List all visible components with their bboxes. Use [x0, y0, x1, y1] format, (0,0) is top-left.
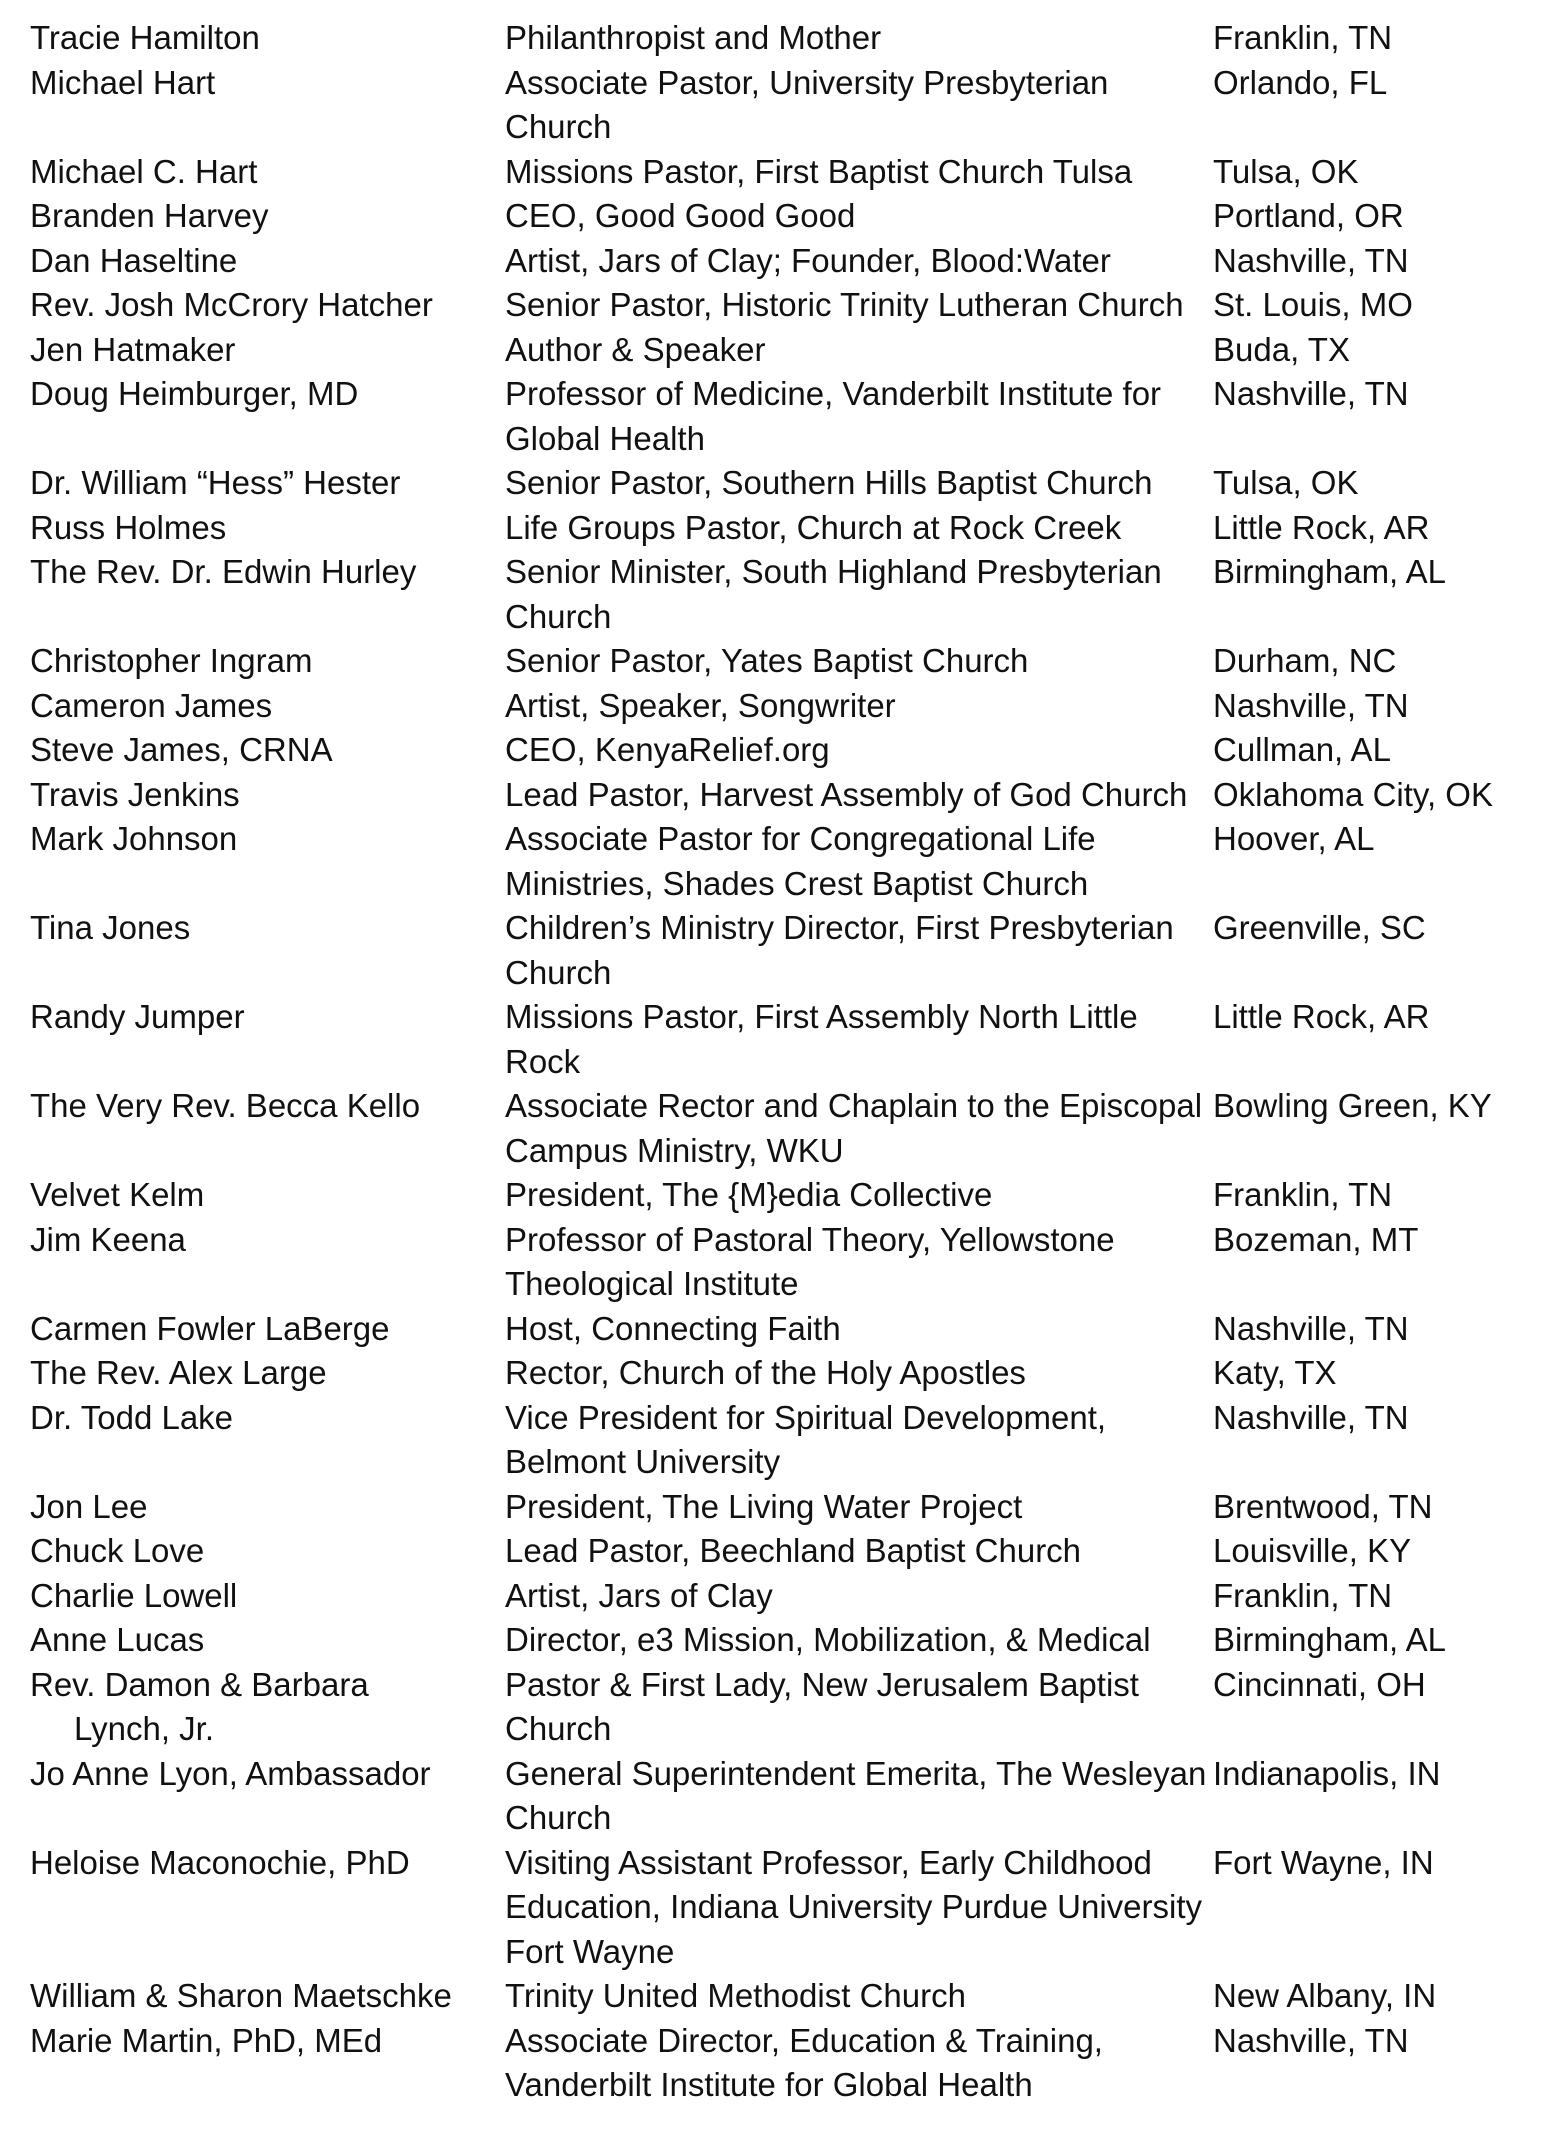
signer-location: Orlando, FL [1213, 63, 1388, 101]
signer-location: Indianapolis, IN [1213, 1754, 1441, 1792]
signer-name [30, 550, 505, 595]
signer-name [30, 194, 505, 239]
signer-name [30, 328, 505, 373]
signer-role: Life Groups Pastor, Church at Rock Creek [505, 508, 1122, 546]
signer-location: Fort Wayne, IN [1213, 1843, 1434, 1881]
signer-row [30, 1084, 1530, 1173]
signer-name-line: Rev. Damon & Barbara [30, 1665, 369, 1703]
signer-name [30, 1485, 505, 1530]
signer-name [30, 728, 505, 773]
signer-name [30, 995, 505, 1040]
signer-name-line: The Very Rev. Becca Kello [30, 1087, 421, 1124]
signer-list [30, 16, 1530, 2108]
signer-row [30, 817, 1530, 906]
signer-name-line: The Rev. Alex Large [30, 1354, 327, 1391]
signer-role: Artist, Jars of Clay; Founder, Blood:Water [505, 241, 1111, 279]
signer-location: Franklin, TN [1213, 1576, 1393, 1614]
signer-role: Vice President for Spiritual Development, Belmont University [505, 1398, 1107, 1480]
signer-name-line: Cameron James [30, 686, 273, 724]
signer-name-line: Randy Jumper [30, 998, 245, 1035]
signer-row [30, 1618, 1530, 1663]
signer-name-continuation: Lynch, Jr. [74, 1710, 215, 1747]
signer-name [30, 1396, 505, 1441]
signer-name-line: Mark Johnson [30, 820, 238, 857]
signer-role: Artist, Speaker, Songwriter [505, 686, 896, 724]
signer-row [30, 639, 1530, 684]
signer-name-line: Dan Haseltine [30, 241, 238, 279]
signer-location: Nashville, TN [1213, 686, 1409, 724]
signer-name [30, 1529, 505, 1574]
signer-role: Author & Speaker [505, 330, 766, 368]
signer-row [30, 1574, 1530, 1619]
signer-name [30, 150, 505, 195]
signer-role: Trinity United Methodist Church [505, 1977, 966, 2014]
signer-location: Birmingham, AL [1213, 1621, 1446, 1658]
signer-name-line: Michael Hart [30, 63, 216, 101]
signer-name-line: Rev. Josh McCrory Hatcher [30, 286, 433, 323]
signer-name [30, 1752, 505, 1797]
signer-name-line: Anne Lucas [30, 1621, 205, 1658]
signer-role: Missions Pastor, First Baptist Church Tulsa [505, 152, 1133, 190]
signer-name-line: Dr. Todd Lake [30, 1398, 234, 1436]
signer-name [30, 1307, 505, 1352]
signer-name-line: Christopher Ingram [30, 642, 313, 679]
signer-name-line: William & Sharon Maetschke [30, 1977, 452, 2014]
signer-row [30, 16, 1530, 61]
signer-row [30, 1396, 1530, 1485]
signer-name [30, 817, 505, 862]
signer-row [30, 283, 1530, 328]
signer-name-line: Jo Anne Lyon, Ambassador [30, 1754, 431, 1792]
signer-location: Franklin, TN [1213, 1176, 1393, 1213]
signer-role: Philanthropist and Mother [505, 19, 882, 56]
signer-role: Associate Director, Education & Training, Vanderbilt Institute for Global Health [505, 2021, 1103, 2103]
signer-location: Nashville, TN [1213, 375, 1409, 412]
signer-location: Cincinnati, OH [1213, 1665, 1426, 1703]
signer-location: Nashville, TN [1213, 1398, 1409, 1436]
signer-row [30, 2019, 1530, 2108]
signer-row [30, 728, 1530, 773]
signer-name [30, 684, 505, 729]
signer-name [30, 61, 505, 106]
signer-role: Senior Pastor, Yates Baptist Church [505, 642, 1029, 679]
signer-name [30, 639, 505, 684]
signer-name-line: Travis Jenkins [30, 775, 240, 813]
signer-name-line: Jim Keena [30, 1220, 186, 1258]
signer-location: Louisville, KY [1213, 1532, 1412, 1569]
signer-role: Artist, Jars of Clay [505, 1576, 773, 1614]
signer-name [30, 239, 505, 284]
signer-role: President, The {M}edia Collective [505, 1176, 993, 1213]
signer-row [30, 1307, 1530, 1352]
signer-role: Professor of Medicine, Vanderbilt Institute for Global Health [505, 375, 1162, 457]
signer-row [30, 1529, 1530, 1574]
signer-name-line: Dr. William “Hess” Hester [30, 464, 401, 501]
signer-role: CEO, KenyaRelief.org [505, 731, 830, 768]
signer-location: Buda, TX [1213, 330, 1350, 368]
signer-name [30, 1574, 505, 1619]
signer-name-line: Tina Jones [30, 909, 191, 946]
signer-row [30, 1752, 1530, 1841]
signer-row [30, 995, 1530, 1084]
signer-role: Missions Pastor, First Assembly North Little Rock [505, 998, 1138, 1080]
signer-row [30, 239, 1530, 284]
signer-row [30, 194, 1530, 239]
signer-location: Little Rock, AR [1213, 508, 1430, 546]
signer-location: New Albany, IN [1213, 1977, 1437, 2014]
signer-role: Professor of Pastoral Theory, Yellowstone Theological Institute [505, 1220, 1115, 1302]
signer-name-line: Chuck Love [30, 1532, 205, 1569]
signer-row [30, 1351, 1530, 1396]
signer-role: CEO, Good Good Good [505, 197, 856, 234]
signer-location: Franklin, TN [1213, 19, 1393, 56]
signer-location: Nashville, TN [1213, 2021, 1409, 2059]
signer-name [30, 773, 505, 818]
signer-location: Greenville, SC [1213, 909, 1426, 946]
signer-role: Visiting Assistant Professor, Early Childhood Education, Indiana University Purdue University Fort Wayne [505, 1843, 1203, 1970]
signer-role: President, The Living Water Project [505, 1487, 1023, 1525]
signer-role: Associate Pastor, University Presbyterian Church [505, 63, 1109, 145]
signer-location: Nashville, TN [1213, 241, 1409, 279]
signer-name-line: Jon Lee [30, 1487, 148, 1525]
signer-location: Katy, TX [1213, 1354, 1337, 1391]
signer-location: St. Louis, MO [1213, 286, 1413, 323]
signer-role: Rector, Church of the Holy Apostles [505, 1354, 1026, 1391]
signer-role: Senior Pastor, Historic Trinity Lutheran Church [505, 286, 1184, 323]
signer-name-line: Velvet Kelm [30, 1176, 205, 1213]
signer-row [30, 1663, 1530, 1752]
signer-name-line: Marie Martin, PhD, MEd [30, 2021, 383, 2059]
signer-row [30, 506, 1530, 551]
signer-row [30, 461, 1530, 506]
signer-location: Brentwood, TN [1213, 1487, 1433, 1525]
signer-row [30, 328, 1530, 373]
signer-name [30, 1218, 505, 1263]
signer-name [30, 1351, 505, 1396]
signer-name [30, 1841, 505, 1886]
signer-row [30, 1218, 1530, 1307]
signer-location: Tulsa, OK [1213, 152, 1359, 190]
signer-row [30, 150, 1530, 195]
signer-row [30, 61, 1530, 150]
signer-role: Associate Rector and Chaplain to the Episcopal Campus Ministry, WKU [505, 1087, 1203, 1169]
signer-location: Cullman, AL [1213, 731, 1391, 768]
signer-role: Director, e3 Mission, Mobilization, & Medical [505, 1621, 1151, 1658]
signer-role: Children’s Ministry Director, First Presbyterian Church [505, 909, 1174, 991]
signer-role: Host, Connecting Faith [505, 1309, 841, 1347]
signer-row [30, 773, 1530, 818]
signer-name [30, 16, 505, 61]
signer-name [30, 1618, 505, 1663]
signer-name-line: Michael C. Hart [30, 152, 258, 190]
signer-row [30, 684, 1530, 729]
signer-name [30, 2019, 505, 2064]
signer-role: Lead Pastor, Harvest Assembly of God Church [505, 775, 1188, 813]
signer-name-line: The Rev. Dr. Edwin Hurley [30, 553, 417, 590]
signer-location: Little Rock, AR [1213, 998, 1430, 1035]
signer-location: Oklahoma City, OK [1213, 775, 1493, 813]
signer-name [30, 1084, 505, 1129]
signer-role: General Superintendent Emerita, The Wesleyan Church [505, 1754, 1207, 1836]
signer-row [30, 372, 1530, 461]
signer-role: Lead Pastor, Beechland Baptist Church [505, 1532, 1082, 1569]
signer-role: Senior Pastor, Southern Hills Baptist Church [505, 464, 1153, 501]
signer-name [30, 1663, 505, 1752]
signer-location: Birmingham, AL [1213, 553, 1446, 590]
signer-name-line: Carmen Fowler LaBerge [30, 1309, 390, 1347]
signer-row [30, 550, 1530, 639]
signer-row [30, 1485, 1530, 1530]
signer-name-line: Doug Heimburger, MD [30, 375, 359, 412]
signer-name-line: Tracie Hamilton [30, 19, 260, 56]
signer-row [30, 1974, 1530, 2019]
signer-name [30, 283, 505, 328]
signer-location: Nashville, TN [1213, 1309, 1409, 1347]
signer-name [30, 1974, 505, 2019]
signer-role: Pastor & First Lady, New Jerusalem Baptist Church [505, 1665, 1139, 1747]
signer-name [30, 906, 505, 951]
signer-name [30, 1173, 505, 1218]
signer-location: Hoover, AL [1213, 820, 1375, 857]
signer-name-line: Heloise Maconochie, PhD [30, 1843, 410, 1881]
signer-name [30, 506, 505, 551]
signer-location: Durham, NC [1213, 642, 1397, 679]
signer-location: Bozeman, MT [1213, 1220, 1419, 1258]
signer-location: Portland, OR [1213, 197, 1404, 234]
signer-name [30, 372, 505, 417]
signer-name-line: Charlie Lowell [30, 1576, 238, 1614]
signer-name-line: Branden Harvey [30, 197, 269, 234]
signer-name [30, 461, 505, 506]
signer-name-line: Steve James, CRNA [30, 731, 333, 768]
signer-role: Senior Minister, South Highland Presbyterian Church [505, 553, 1162, 635]
signer-name-line: Russ Holmes [30, 508, 227, 546]
signer-location: Tulsa, OK [1213, 464, 1359, 501]
signer-name-line: Jen Hatmaker [30, 330, 236, 368]
signer-role: Associate Pastor for Congregational Life Ministries, Shades Crest Baptist Church [505, 820, 1096, 902]
signer-location: Bowling Green, KY [1213, 1087, 1492, 1124]
signer-row [30, 906, 1530, 995]
signer-row [30, 1841, 1530, 1975]
signer-row [30, 1173, 1530, 1218]
